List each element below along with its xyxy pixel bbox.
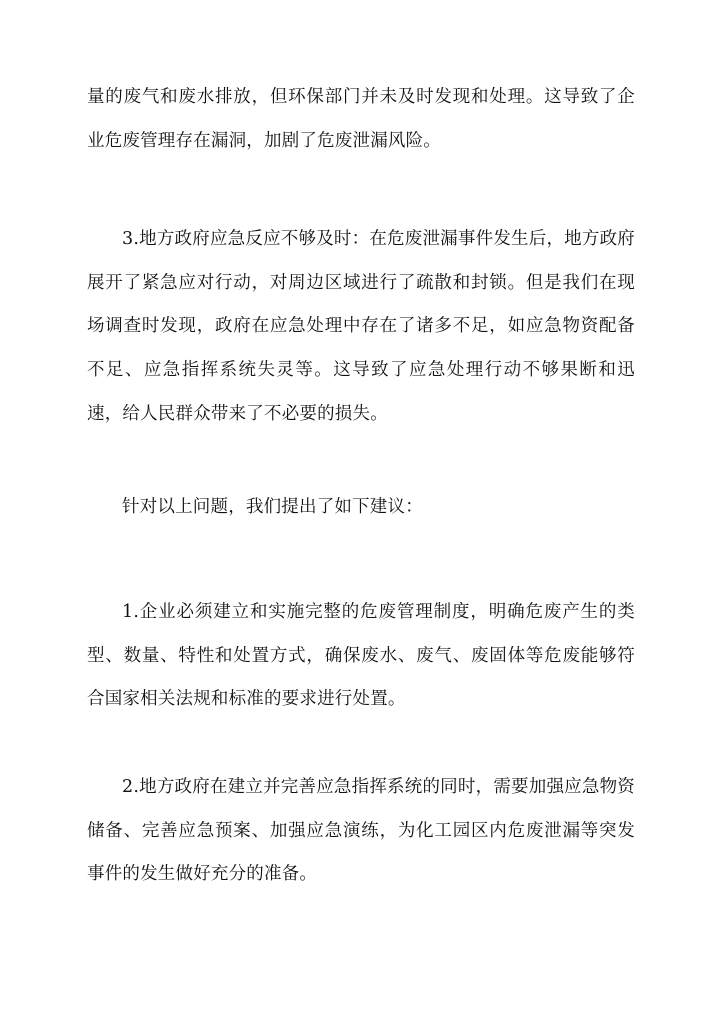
paragraph-suggestion-2: 2.地方政府在建立并完善应急指挥系统的同时，需要加强应急物资储备、完善应急预案、加强应急演练，为化工园区内危废泄漏等突发事件的发生做好充分的准备。 <box>87 777 635 885</box>
paragraph-suggestions-intro: 针对以上问题，我们提出了如下建议： <box>122 497 423 517</box>
paragraph-suggestion-1: 1.企业必须建立和实施完整的危废管理制度，明确危废产生的类型、数量、特性和处置方式，确保废水、废气、废固体等危废能够符合国家相关法规和标准的要求进行处置。 <box>87 602 635 710</box>
paragraph-issue-3: 3.地方政府应急反应不够及时：在危废泄漏事件发生后，地方政府展开了紧急应对行动，对周边区域进行了疏散和封锁。但是我们在现场调查时发现，政府在应急处理中存在了诸多不足，如应急物资配备不足、应急指挥系统失灵等。这导致了应急处理行动不够果断和迅速，给人民群众带来了不必要的损失。 <box>87 229 635 424</box>
paragraph-continuation: 量的废气和废水排放，但环保部门并未及时发现和处理。这导致了企业危废管理存在漏洞，加剧了危废泄漏风险。 <box>87 87 635 151</box>
